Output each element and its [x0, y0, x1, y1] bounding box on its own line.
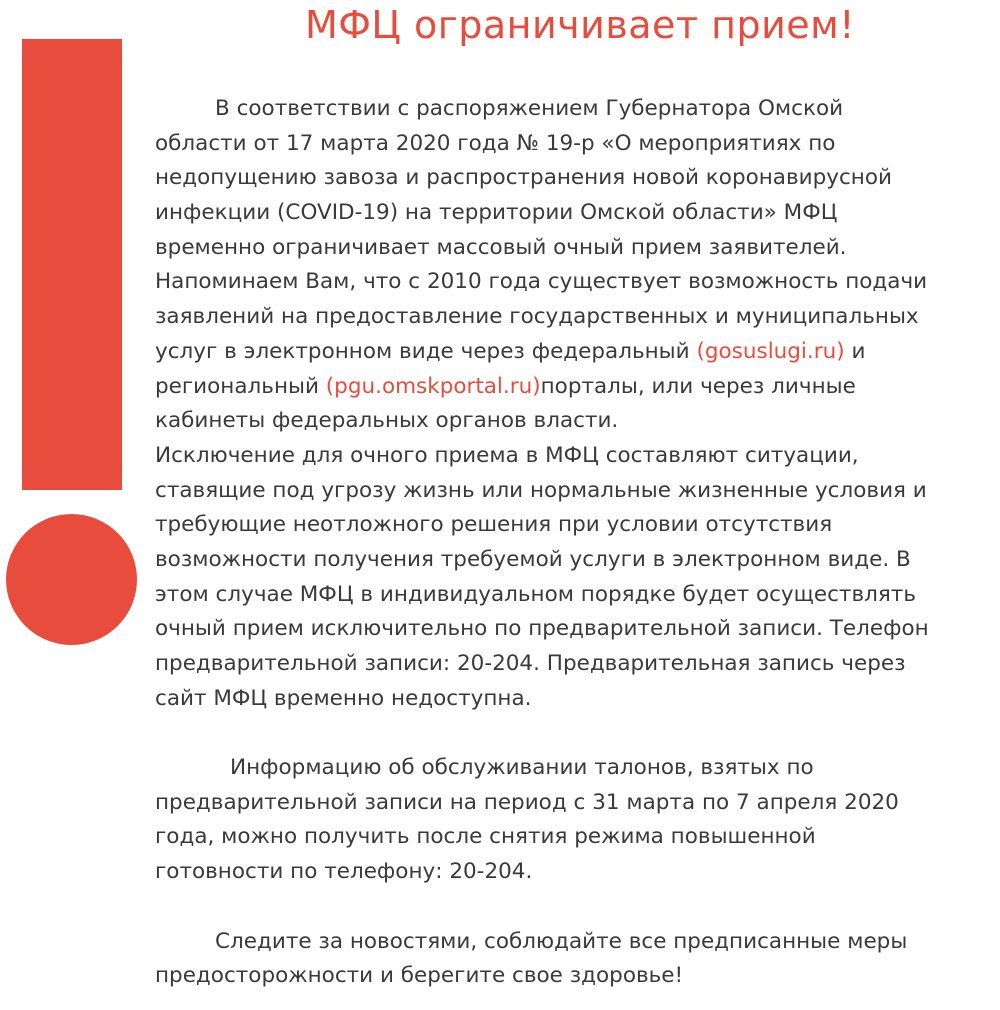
text-line-with-link [155, 370, 1000, 405]
text-line: области от 17 марта 2020 года № 19-р «О мероприятиях по [155, 130, 836, 156]
text-line: инфекции (COVID-19) на территории Омской области» МФЦ [155, 200, 838, 226]
text-line: ставящие под угрозу жизнь или нормальные жизненные условия и [155, 477, 927, 503]
text-line: Информацию об обслуживании талонов, взятых по [230, 755, 814, 781]
text-line: возможности получения требуемой услуги в электронном виде. В [155, 546, 911, 572]
paragraph-spacer [155, 716, 1000, 751]
text-line: недопущению завоза и распространения новой коронавирусной [155, 165, 892, 191]
text-line: года, можно получить после снятия режима повышенной [155, 824, 816, 850]
paragraph-spacer [155, 890, 1000, 925]
text-fragment: порталы, или через личные [540, 373, 856, 399]
text-line: предварительной записи на период с 31 марта по 7 апреля 2020 [155, 789, 899, 815]
text-fragment: услуг в электронном виде через федеральный [155, 338, 697, 364]
pgu-omskportal-link[interactable]: (pgu.omskportal.ru) [325, 373, 541, 399]
gosuslugi-link[interactable]: (gosuslugi.ru) [696, 338, 845, 364]
text-line: В соответствии с распоряжением Губернатора Омской [215, 96, 844, 121]
text-line: очный прием исключительно по предварительной записи. Телефон [155, 616, 929, 642]
page-title: МФЦ ограничивает прием! [304, 3, 856, 47]
text-line: кабинеты федеральных органов власти. [155, 408, 619, 434]
text-line: сайт МФЦ временно недоступна. [155, 685, 532, 711]
text-line: заявлений на предоставление государственных и муниципальных [155, 304, 919, 330]
text-line: требующие неотложного решения при условии отсутствия [155, 512, 833, 538]
exclamation-bar-icon [22, 39, 122, 490]
text-line-with-link [155, 335, 1000, 370]
text-line: предварительной записи: 20-204. Предварительная запись через [155, 651, 906, 676]
text-line: Исключение для очного приема в МФЦ составляют ситуации, [155, 442, 859, 468]
text-line: предосторожности и берегите свое здоровье! [155, 963, 684, 989]
text-fragment: региональный [155, 373, 326, 399]
text-line: готовности по телефону: 20-204. [155, 859, 533, 885]
text-fragment: и [844, 338, 866, 364]
text-line: этом случае МФЦ в индивидуальном порядке будет осуществлять [155, 581, 917, 607]
text-line: временно ограничивает массовый очный прием заявителей. [155, 234, 847, 260]
announcement-body [155, 92, 1000, 994]
text-line: Следите за новостями, соблюдайте все предписанные меры [215, 928, 908, 954]
exclamation-dot-icon [6, 514, 137, 645]
text-line: Напоминаем Вам, что с 2010 года существует возможность подачи [155, 269, 928, 295]
